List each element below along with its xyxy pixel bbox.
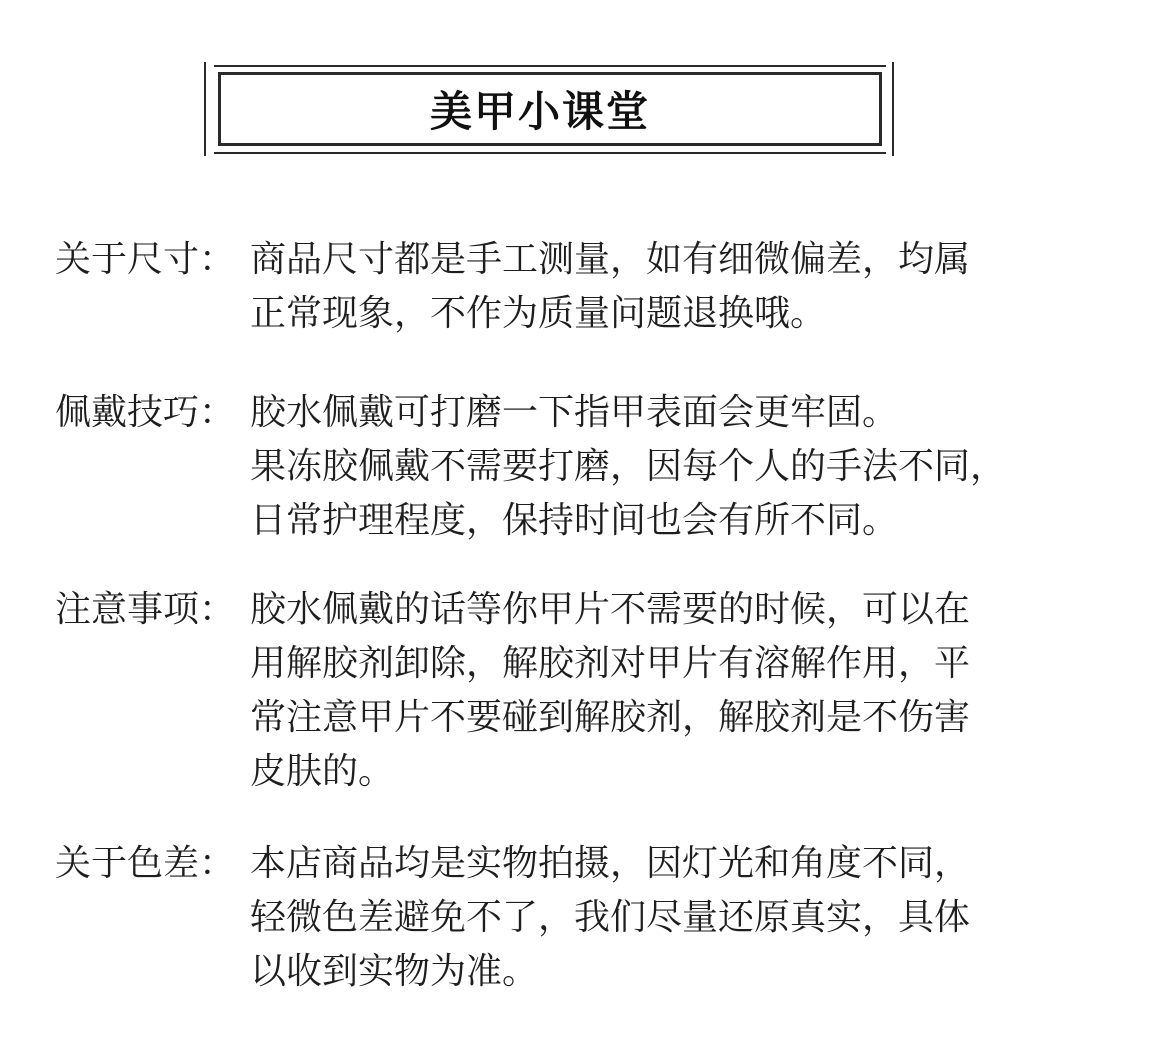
section-body bbox=[250, 386, 1135, 548]
section-label: 佩戴技巧： bbox=[55, 392, 236, 433]
body-line: 日常护理程度，保持时间也会有所不同。 bbox=[250, 500, 899, 541]
section-label: 关于尺寸： bbox=[55, 239, 236, 280]
title-frame-bottom-line bbox=[214, 152, 886, 154]
section-body bbox=[250, 837, 1135, 999]
body-line: 正常现象，不作为质量问题退换哦。 bbox=[250, 293, 827, 334]
body-line: 用解胶剂卸除，解胶剂对甲片有溶解作用，平 bbox=[250, 643, 971, 684]
section-label: 注意事项： bbox=[55, 589, 236, 630]
title-frame-right-line bbox=[892, 62, 894, 156]
title-frame-left-line bbox=[204, 62, 206, 156]
body-line: 轻微色差避免不了，我们尽量还原真实，具体 bbox=[250, 897, 971, 938]
section-notes bbox=[55, 583, 1135, 799]
title-frame-top-line bbox=[214, 65, 886, 67]
section-body bbox=[250, 233, 1135, 341]
title-box bbox=[218, 72, 882, 146]
body-line: 商品尺寸都是手工测量，如有细微偏差，均属 bbox=[250, 239, 971, 280]
section-size bbox=[55, 233, 1135, 341]
section-label: 关于色差： bbox=[55, 843, 236, 884]
section-body bbox=[250, 583, 1135, 799]
section-color-difference bbox=[55, 837, 1135, 999]
body-line: 胶水佩戴可打磨一下指甲表面会更牢固。 bbox=[250, 392, 899, 433]
body-line: 皮肤的。 bbox=[250, 751, 395, 792]
body-line: 胶水佩戴的话等你甲片不需要的时候，可以在 bbox=[250, 589, 971, 630]
body-line: 以收到实物为准。 bbox=[250, 951, 539, 992]
page-title: 美甲小课堂 bbox=[429, 87, 650, 136]
body-line: 果冻胶佩戴不需要打磨，因每个人的手法不同， bbox=[250, 446, 1007, 487]
section-wearing-tips bbox=[55, 386, 1135, 548]
body-line: 常注意甲片不要碰到解胶剂，解胶剂是不伤害 bbox=[250, 697, 971, 738]
body-line: 本店商品均是实物拍摄，因灯光和角度不同， bbox=[250, 843, 971, 884]
